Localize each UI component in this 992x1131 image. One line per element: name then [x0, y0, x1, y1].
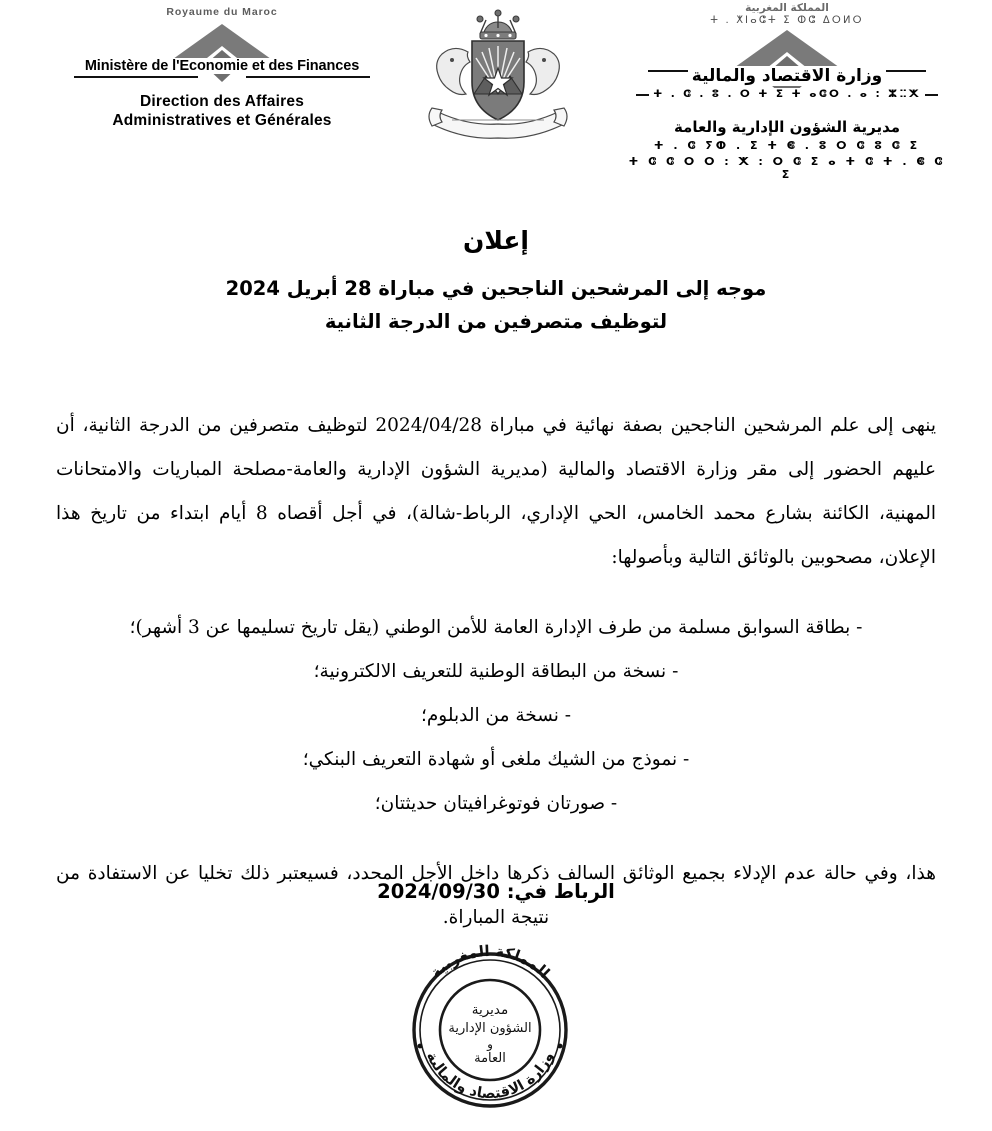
announcement-title-block	[0, 226, 992, 333]
place-and-date-line	[0, 880, 992, 903]
announcement-body	[56, 404, 936, 940]
title-subtitle-line-2: لتوظيف متصرفين من الدرجة الثانية	[324, 310, 668, 333]
ministry-name-arabic-text: وزارة الاقتصاد والمالية	[688, 66, 886, 86]
stamp-inner-line-4: العامة	[474, 1051, 506, 1066]
list-item: - بطاقة السوابق مسلمة من طرف الإدارة العامة للأمن الوطني (يقل تاريخ تسليمها عن 3 أشهر)؛	[129, 617, 863, 638]
ministry-logo-french	[62, 6, 382, 131]
place-label: الرباط في:	[506, 880, 615, 903]
stamp-inner-line-3: و	[487, 1037, 493, 1051]
direction-name-arabic: مديرية الشؤون الإدارية والعامة	[673, 118, 901, 136]
direction-line-2: Administratives et Générales	[112, 112, 332, 130]
kingdom-label-tifinagh: ⵜ . ⵅⵏⴰⵛⵜ ⵉ ⵀⵛ ⵠⵔⵍⵔ	[710, 15, 864, 26]
list-item: - صورتان فوتوغرافيتان حديثتان؛	[374, 793, 618, 814]
logo-chevron-mark	[62, 20, 382, 76]
ministry-logo-arabic	[622, 2, 952, 181]
closing-paragraph: هذا، وفي حالة عدم الإدلاء بجميع الوثائق السالف ذكرها داخل الأجل المحدد، فسيعتبر ذلك تخليا عن الاستفادة من نتيجة المباراة.	[56, 863, 936, 928]
document-header	[0, 0, 992, 181]
stamp-outer-top-text: المملكة المغربية	[426, 941, 554, 982]
intro-paragraph: ينهى إلى علم المرشحين الناجحين بصفة نهائية في مباراة 2024/04/28 لتوظيف متصرفين من الدرجة الثانية، أن عليهم الحضور إلى مقر وزارة الاقتصاد والمالية (مديرية الشؤون الإدارية والعامة-مصلحة المباريات والامتحانات المهنية، الكائنة بشارع محمد الخامس، الحي الإداري، الرباط-شالة)، في أجل أقصاه 8 أيام ابتداء من تاريخ هذا الإعلان، مصحوبين بالوثائق التالية وبأصولها:	[56, 415, 936, 568]
ministry-name-tifinagh	[622, 88, 952, 100]
ministry-name-french	[62, 58, 382, 74]
official-round-stamp-icon	[392, 938, 588, 1116]
list-item: - نسخة من الدبلوم؛	[420, 705, 572, 726]
ministry-name-tifinagh-text: ⵜ . ⵛ . ⵓ . ⵔ ⵜ ⵉ ⵜ ⴰⵛⵔ . ⴰ : ⵣⵆⵅ	[649, 88, 925, 100]
direction-name-tifinagh-line2: ⵜ ⵛ ⵛ ⵔ ⵔ : ⵅ : ⵔ ⵛ ⵉ ⴰ ⵜ ⵛ ⵜ . ⵞ ⵛ ⵉ	[628, 155, 946, 181]
required-documents-list	[56, 606, 936, 826]
direction-name-tifinagh-line1: ⵜ . ⵛ ⵢⵀ . ⵉ ⵜ ⵞ . ⵓ ⵔ ⵛ ⵓ ⵛ ⵉ	[653, 139, 921, 152]
direction-name-french	[62, 92, 382, 131]
kingdom-label-arabic: المملكة المغربية	[745, 2, 829, 14]
title-subtitle-line-1: موجه إلى المرشحين الناجحين في مباراة 28 أبريل 2024	[225, 277, 767, 300]
stamp-inner-line-1: مديرية	[471, 1002, 509, 1018]
signature-date: 2024/09/30	[377, 880, 500, 903]
ministry-name-arabic	[622, 66, 952, 86]
stamp-outer-bottom-text: وزارة الاقتصاد والمالية	[422, 1049, 558, 1103]
moroccan-coat-of-arms-icon	[418, 8, 578, 156]
list-item: - نموذج من الشيك ملغى أو شهادة التعريف البنكي؛	[302, 749, 690, 770]
direction-line-1: Direction des Affaires	[139, 93, 305, 110]
page-title: إعلان	[463, 226, 529, 255]
list-item: - نسخة من البطاقة الوطنية للتعريف الالكترونية؛	[313, 661, 679, 682]
kingdom-label-french: Royaume du Maroc	[166, 6, 278, 18]
logo-chevron-mark-arabic	[622, 26, 952, 98]
ministry-name-french-text: Ministère de l'Economie et des Finances	[82, 58, 362, 74]
stamp-inner-line-2: الشؤون الإدارية	[448, 1021, 532, 1036]
